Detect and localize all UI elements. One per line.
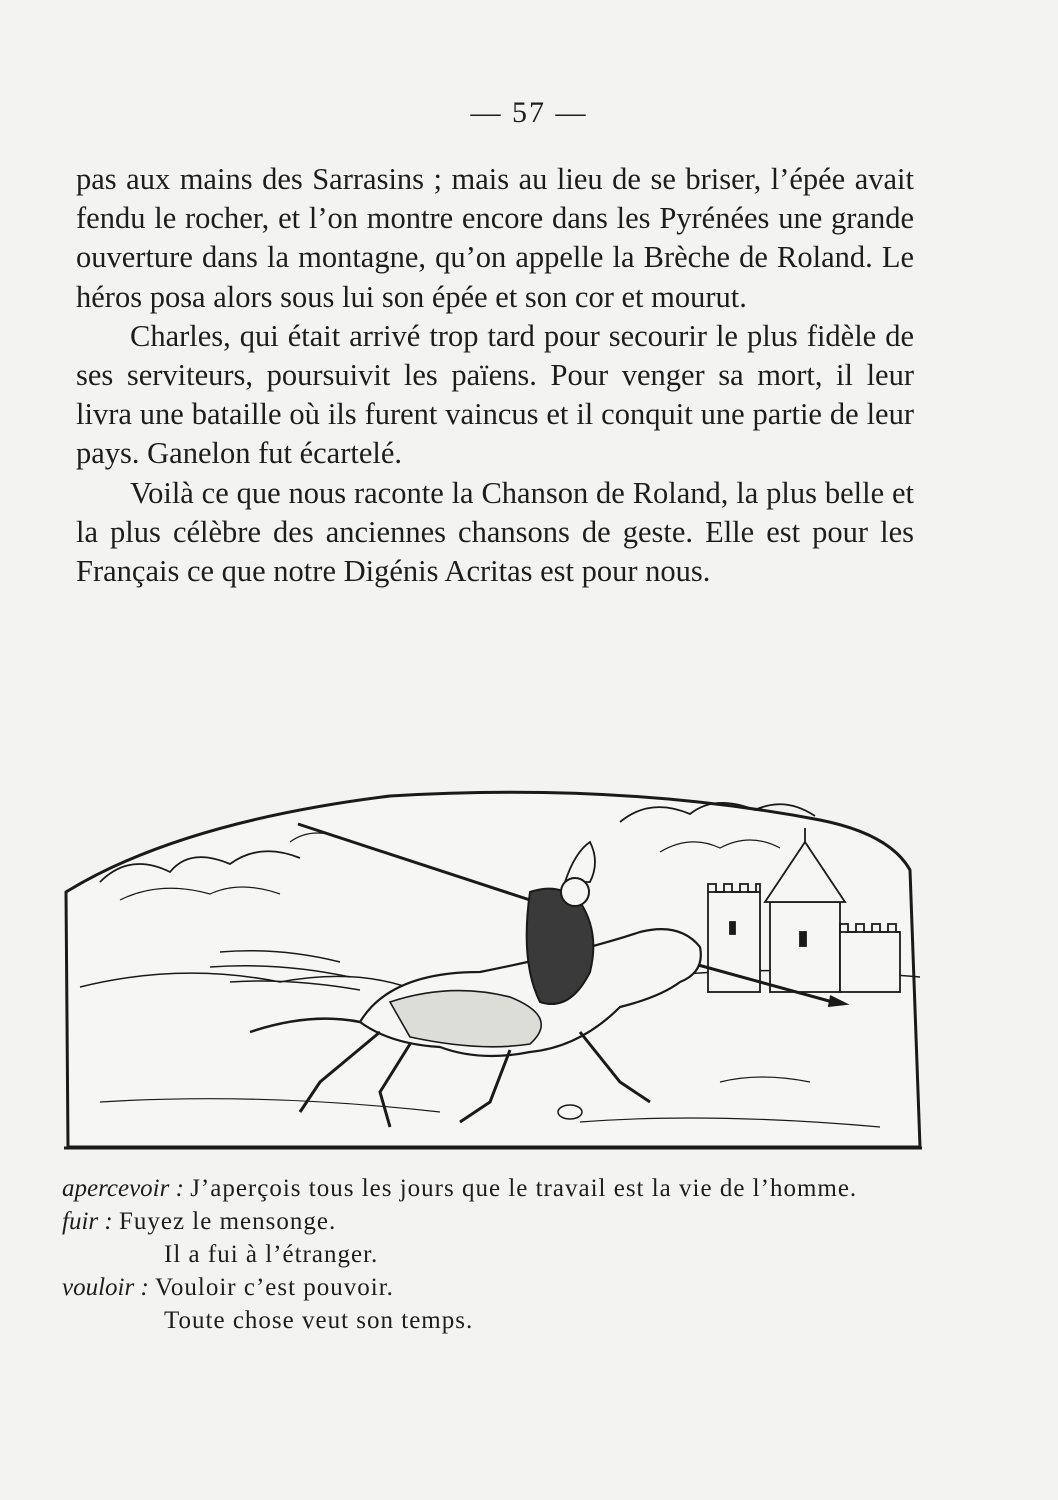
vocabulary-example: J’aperçois tous les jours que le travail est la vie de l’homme.: [190, 1175, 858, 1202]
vocabulary-entry: [62, 1172, 922, 1205]
paragraph: Voilà ce que nous raconte la Chanson de Roland, la plus belle et la plus célèbre des anciennes chansons de geste. Elle est pour les Français ce que notre Digénis Acritas est pour nous.: [76, 475, 914, 589]
page-number: — 57 —: [470, 96, 588, 129]
vocabulary-example: Il a fui à l’étranger.: [164, 1241, 379, 1268]
knight-illustration: [60, 782, 922, 1152]
vocabulary-list: [62, 1172, 922, 1337]
vocabulary-term: fuir :: [62, 1208, 113, 1235]
vocabulary-example: Vouloir c’est pouvoir.: [155, 1274, 394, 1301]
vocabulary-example: Fuyez le mensonge.: [118, 1208, 337, 1235]
paragraph: pas aux mains des Sarrasins ; mais au lieu de se briser, l’épée avait fendu le rocher, et l’on montre encore dans les Pyrénées une grande ouverture dans la montagne, qu’on appelle la Brèche de Roland. Le héros posa alors sous lui son épée et son cor et mourut.: [76, 162, 914, 314]
vocabulary-entry: [62, 1205, 922, 1271]
vocabulary-example: Toute chose veut son temps.: [164, 1307, 474, 1334]
vocabulary-term: apercevoir :: [62, 1175, 184, 1202]
paragraph: Charles, qui était arrivé trop tard pour secourir le plus fidèle de ses serviteurs, poursuivit les païens. Pour venger sa mort, il leur livra une bataille où ils furent vaincus et il conquit une partie de leur pays. Ganelon fut écartelé.: [76, 318, 914, 471]
vocabulary-entry: [62, 1271, 922, 1337]
body-text: [76, 160, 914, 591]
vocabulary-term: vouloir :: [62, 1274, 149, 1301]
